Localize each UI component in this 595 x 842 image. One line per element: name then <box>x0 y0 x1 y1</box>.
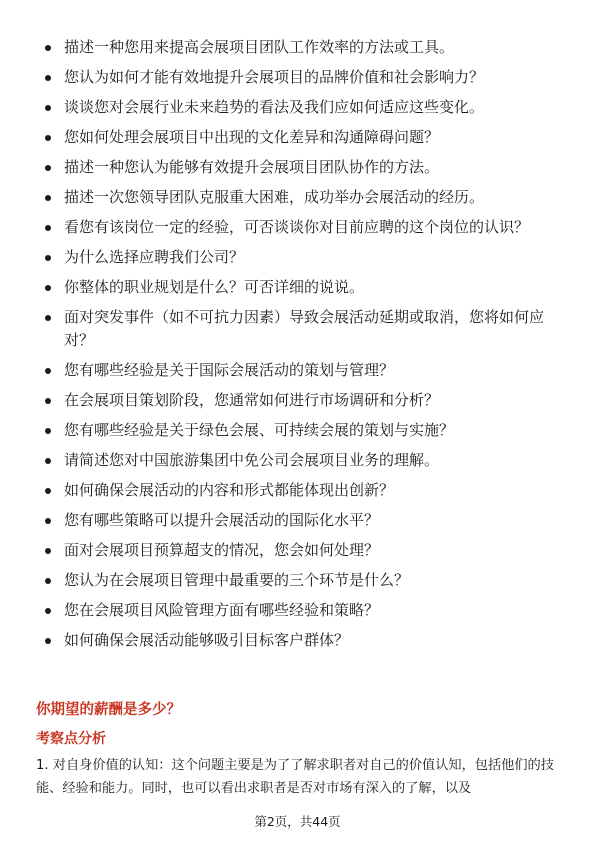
question-item: 你整体的职业规划是什么？可否详细的说说。 <box>44 276 564 299</box>
page-footer: 第2页，共44页 <box>254 814 341 829</box>
question-item: 面对突发事件（如不可抗力因素）导致会展活动延期或取消，您将如何应对？ <box>44 306 564 352</box>
question-item: 描述一种您用来提高会展项目团队工作效率的方法或工具。 <box>44 36 564 59</box>
question-item: 谈谈您对会展行业未来趋势的看法及我们应如何适应这些变化。 <box>44 96 564 119</box>
question-item: 如何确保会展活动能够吸引目标客户群体？ <box>44 629 564 652</box>
question-list <box>44 36 564 659</box>
question-item: 您有哪些经验是关于国际会展活动的策划与管理？ <box>44 359 564 382</box>
question-item: 描述一次您领导团队克服重大困难，成功举办会展活动的经历。 <box>44 186 564 209</box>
question-item: 您在会展项目风险管理方面有哪些经验和策略？ <box>44 599 564 622</box>
question-item: 您有哪些策略可以提升会展活动的国际化水平？ <box>44 509 564 532</box>
question-item: 描述一种您认为能够有效提升会展项目团队协作的方法。 <box>44 156 564 179</box>
question-item: 为什么选择应聘我们公司？ <box>44 246 564 269</box>
analysis-paragraph: 1. 对自身价值的认知：这个问题主要是为了了解求职者对自己的价值认知，包括他们的技能、经验和能力。同时，也可以看出求职者是否对市场有深入的了解，以及 <box>36 758 554 796</box>
analysis-heading: 考察点分析 <box>36 731 106 747</box>
question-item: 您认为在会展项目管理中最重要的三个环节是什么？ <box>44 569 564 592</box>
question-item: 您如何处理会展项目中出现的文化差异和沟通障碍问题？ <box>44 126 564 149</box>
question-item: 您认为如何才能有效地提升会展项目的品牌价值和社会影响力？ <box>44 66 564 89</box>
question-item: 在会展项目策划阶段，您通常如何进行市场调研和分析？ <box>44 389 564 412</box>
question-item: 您有哪些经验是关于绿色会展、可持续会展的策划与实施？ <box>44 419 564 442</box>
question-item: 请简述您对中国旅游集团中免公司会展项目业务的理解。 <box>44 449 564 472</box>
question-item: 如何确保会展活动的内容和形式都能体现出创新？ <box>44 479 564 502</box>
question-item: 看您有该岗位一定的经验，可否谈谈你对目前应聘的这个岗位的认识？ <box>44 216 564 239</box>
salary-question-heading: 你期望的薪酬是多少？ <box>36 702 181 718</box>
question-item: 面对会展项目预算超支的情况，您会如何处理？ <box>44 539 564 562</box>
